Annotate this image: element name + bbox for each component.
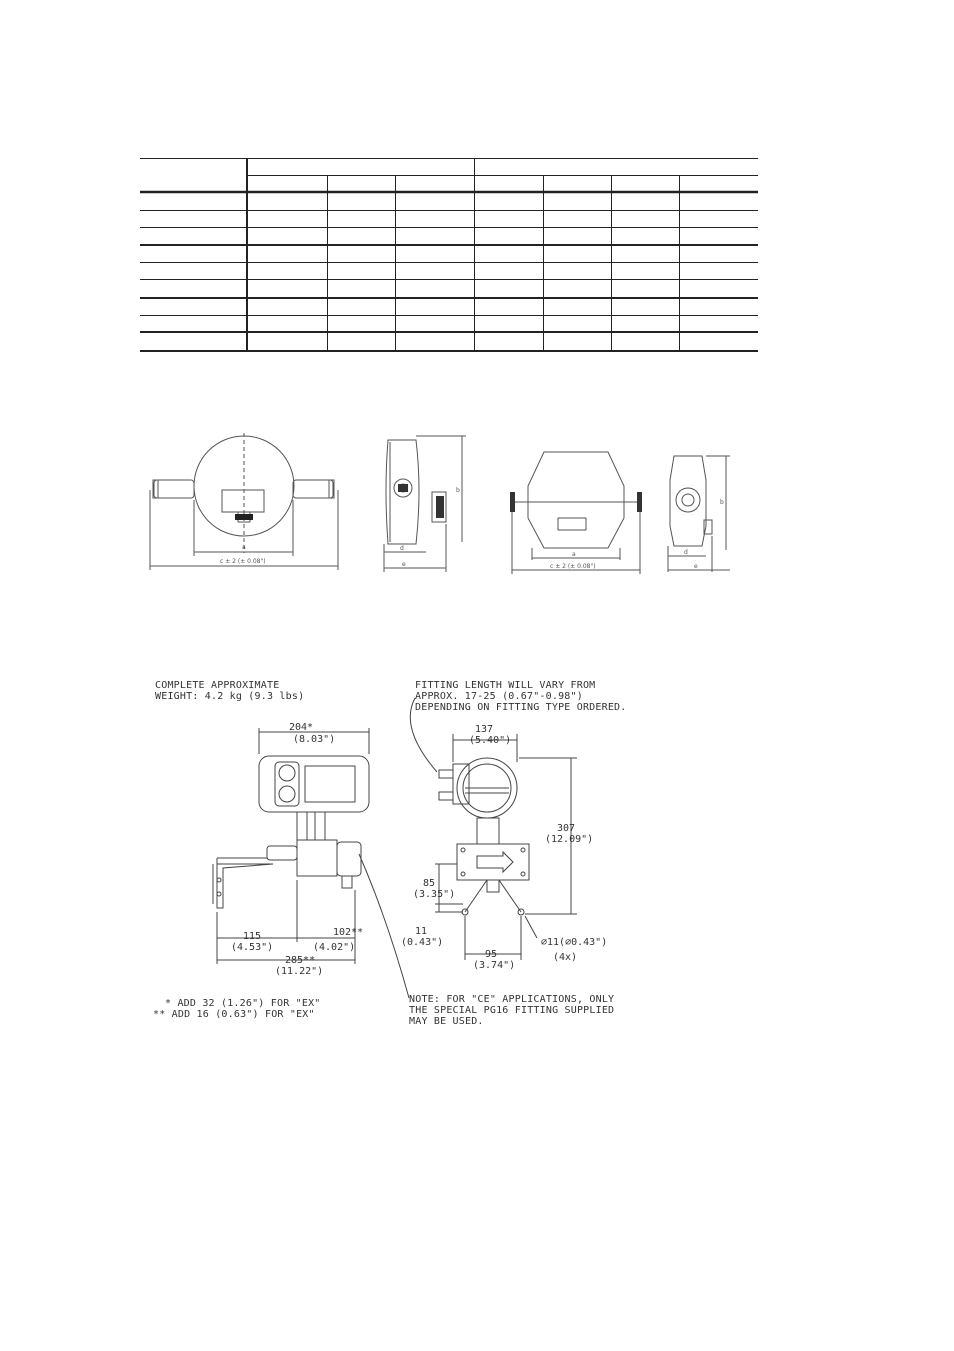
sketch2-label-d: d xyxy=(400,545,404,552)
sketch4-label-d: d xyxy=(684,549,688,556)
dim-307: 307 xyxy=(557,823,576,834)
sensor-round-side-sketch xyxy=(376,432,471,574)
ex-note-line2: ** ADD 16 (0.63") FOR "EX" xyxy=(153,1009,315,1020)
dim-85-inch: (3.35") xyxy=(413,889,456,900)
dim-285: 285** xyxy=(285,955,316,966)
sketch1-label-c: c ± 2 (± 0.08") xyxy=(220,558,266,565)
dimension-table xyxy=(140,158,758,352)
ce-note-line3: MAY BE USED. xyxy=(409,1016,484,1027)
ce-note-line1: NOTE: FOR "CE" APPLICATIONS, ONLY xyxy=(409,994,615,1005)
sketch3-label-c: c ± 2 (± 0.08") xyxy=(550,563,596,570)
dim-85: 85 xyxy=(423,878,436,889)
transmitter-dimension-drawing xyxy=(147,668,647,1038)
fitting-note-line1: FITTING LENGTH WILL VARY FROM xyxy=(415,680,596,691)
sketch3-label-a: a xyxy=(572,551,576,558)
weight-note-line1: COMPLETE APPROXIMATE xyxy=(155,680,280,691)
dim-102: 102** xyxy=(333,927,364,938)
dim-115-inch: (4.53") xyxy=(231,942,274,953)
sketch4-label-e: e xyxy=(694,563,698,570)
sketch2-label-b: b xyxy=(456,487,460,494)
dim-307-inch: (12.09") xyxy=(545,834,594,845)
sensor-round-front-sketch xyxy=(140,428,345,573)
ex-note-line1: * ADD 32 (1.26") FOR "EX" xyxy=(165,998,321,1009)
dim-hole: ⌀11(⌀0.43") xyxy=(541,937,608,948)
sketch1-label-a: a xyxy=(242,544,246,551)
sensor-hex-side-sketch xyxy=(664,450,734,576)
dim-204-inch: (8.03") xyxy=(293,734,336,745)
ce-note-line2: THE SPECIAL PG16 FITTING SUPPLIED xyxy=(409,1005,615,1016)
dim-95: 95 xyxy=(485,949,498,960)
fitting-note-line2: APPROX. 17-25 (0.67"-0.98") xyxy=(415,691,583,702)
dimension-table-grid xyxy=(140,158,758,352)
weight-note-line2: WEIGHT: 4.2 kg (9.3 lbs) xyxy=(155,691,305,702)
dim-11-inch: (0.43") xyxy=(401,937,444,948)
sensor-hex-front-sketch xyxy=(506,448,646,578)
dim-137: 137 xyxy=(475,724,494,735)
dim-hole-qty: (4x) xyxy=(553,952,578,963)
dim-115: 115 xyxy=(243,931,262,942)
sketch2-label-e: e xyxy=(402,561,406,568)
dim-137-inch: (5.40") xyxy=(469,735,512,746)
dim-11: 11 xyxy=(415,926,428,937)
sketch4-label-b: b xyxy=(720,499,724,506)
dim-204: 204* xyxy=(289,722,314,733)
fitting-note-line3: DEPENDING ON FITTING TYPE ORDERED. xyxy=(415,702,627,713)
transmitter-drawing-lines xyxy=(147,668,647,1038)
dim-285-inch: (11.22") xyxy=(275,966,324,977)
dim-95-inch: (3.74") xyxy=(473,960,516,971)
dim-102-inch: (4.02") xyxy=(313,942,356,953)
